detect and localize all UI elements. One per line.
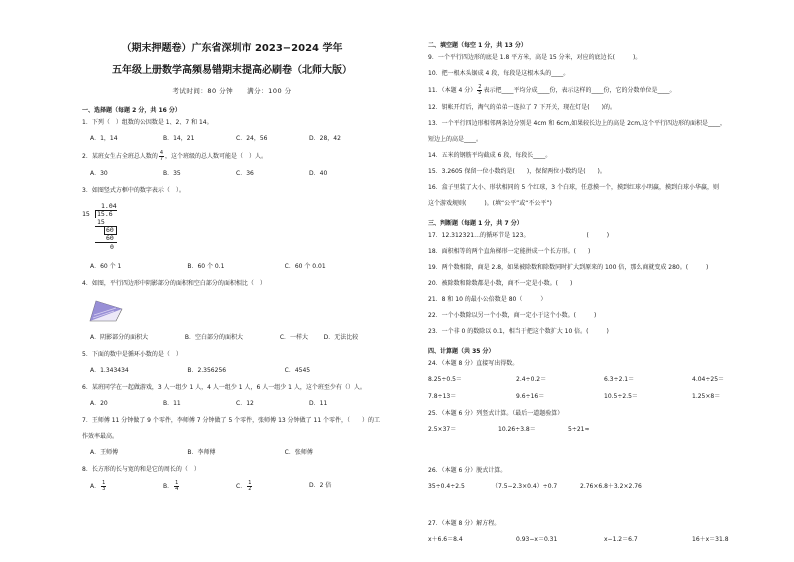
calc-item: 2.76×6.8＋3.2×2.76 xyxy=(580,483,642,490)
fraction-numerator: 1 xyxy=(248,480,252,486)
option: C．12 xyxy=(236,400,254,407)
question-7-continued: 作效率最高。 xyxy=(82,433,119,440)
question-26: 26．（本题 6 分）脱式计算。 xyxy=(428,467,507,474)
question-27: 27．（本题 8 分）解方程。 xyxy=(428,520,501,527)
option: C．一样大 xyxy=(279,334,309,341)
calc-item: 1.25×8＝ xyxy=(692,393,721,400)
option: A．30 xyxy=(90,170,108,177)
fraction-numerator: 4 xyxy=(159,150,164,156)
question-6 xyxy=(82,383,382,392)
option: C．4545 xyxy=(284,367,311,374)
fraction-numerator: 1 xyxy=(175,480,179,486)
question-11-label: 11．（本题 4 分） xyxy=(428,87,477,94)
option-label: A． xyxy=(90,483,101,490)
right-column xyxy=(428,40,780,552)
option: B．14，21 xyxy=(163,135,195,142)
division-step: 15 xyxy=(97,218,105,226)
calc-row xyxy=(428,392,780,401)
calc-item: 7.8÷13＝ xyxy=(428,393,457,400)
left-column xyxy=(82,40,382,500)
fraction-denominator: 7 xyxy=(159,156,164,162)
question-2 xyxy=(82,151,382,162)
question-20: 20．被除数和除数都是小数，商不一定是小数。( ) xyxy=(428,280,573,287)
option: A．1，14 xyxy=(90,135,118,142)
option: D．无法比较 xyxy=(323,334,359,341)
question-12: 12．钥帐开灯后，淘气的弟弟一连拉了 7 下开关，现在灯是( )的。 xyxy=(428,104,616,111)
exam-title-line2: 五年级上册数学高频易错期末提高必刷卷（北师大版） xyxy=(112,65,352,76)
calc-item: 5÷21≈ xyxy=(568,426,590,433)
fraction-numerator: 1 xyxy=(102,480,106,486)
calc-item: （7.5−2.3×0.4）÷0.7 xyxy=(492,483,558,490)
fraction xyxy=(159,151,164,162)
question-21: 21．8 和 10 的最小公倍数是 80（ ） xyxy=(428,296,547,303)
question-19: 19．两个数相除，商是 2.8，如果被除数和除数同时扩大到原来的 100 倍，那么商就变成 280。( ) xyxy=(428,264,709,271)
fraction-denominator: 3 xyxy=(102,486,106,492)
question-6-stem: 6．某班同学在一起做游戏，3 人一组少 1 人，4 人一组少 1 人，6 人一组少 1 人，这个班至少有（ xyxy=(82,384,348,391)
calc-item: 2.5×37＝ xyxy=(428,426,457,433)
option: B．2.356256 xyxy=(187,367,227,374)
question-17: 17．12.312321…的循环节是 123。 ( ) xyxy=(428,232,610,239)
option: B．60 个 0.1 xyxy=(187,263,225,270)
question-2-stem-b: ，这个班级的总人数可能是（ ）人。 xyxy=(165,153,268,160)
option xyxy=(163,481,236,492)
question-2-stem-a: 2．某班女生占全班总人数的 xyxy=(82,153,158,160)
calc-item: x＋6.6＝8.4 xyxy=(428,536,463,543)
calc-item: 35÷0.4÷2.5 xyxy=(428,483,465,490)
option: C．60 个 0.01 xyxy=(284,263,326,270)
option: B．空白部分的面积大 xyxy=(184,334,244,341)
division-dividend: 15.6 xyxy=(97,210,113,218)
division-divisor: 15 xyxy=(82,210,90,218)
section-choice-heading: 一、选择题（每题 2 分，共 16 分） xyxy=(82,107,181,114)
question-4: 4．如图，平行四边形中阴影部分的面积和空白部分的面积相比（ ） xyxy=(82,280,266,287)
question-14: 14．五米的钢筋平均截成 6 段，每段长____。 xyxy=(428,152,552,159)
option: C．36 xyxy=(236,170,254,177)
question-7-options xyxy=(90,448,382,457)
calc-row xyxy=(428,425,780,434)
fraction xyxy=(101,481,106,492)
option: D．2 倍 xyxy=(309,482,332,489)
option: A．60 个 1 xyxy=(90,263,122,270)
option: A．阴影部分的面积大 xyxy=(90,334,149,341)
division-quotient: 1.04 xyxy=(101,202,117,210)
calc-item: 0.93−x＝0.31 xyxy=(516,536,558,543)
option: A．20 xyxy=(90,400,108,407)
question-3: 3．如图竖式方框中的数字表示（ ）。 xyxy=(82,187,185,194)
question-5-options xyxy=(90,366,382,375)
question-13: 13．一个平行四边形相邻两条边分别是 4cm 和 6cm,如果较长边上的高是 2cm,这个平行四边形的面积是____， xyxy=(428,120,726,127)
question-4-options xyxy=(90,333,382,342)
calc-row xyxy=(428,482,780,491)
option: C．张师傅 xyxy=(284,449,313,456)
work-space xyxy=(428,442,780,464)
question-9: 9．一个平行四边形的底是 1.8 平方米，高是 15 分米，对应的底边长( )。 xyxy=(428,54,642,61)
option xyxy=(236,481,309,492)
option: A．1.343434 xyxy=(90,367,129,374)
question-8-options xyxy=(90,481,382,492)
question-5: 5．下面的数中是循环小数的是（ ） xyxy=(82,351,182,358)
option: B．李师傅 xyxy=(187,449,216,456)
question-6-stem-end: ）人。 xyxy=(347,384,366,391)
calc-item: x−1.2＝6.7 xyxy=(604,536,638,543)
fraction xyxy=(247,481,252,492)
section-calc-heading: 四、计算题（共 35 分） xyxy=(428,348,495,355)
calc-item: 9.6÷16＝ xyxy=(516,393,545,400)
option: D．11 xyxy=(309,400,328,407)
calc-row xyxy=(428,535,780,544)
division-bracket xyxy=(95,210,96,218)
option: D．40 xyxy=(309,170,328,177)
exam-title-line1: （期末押题卷）广东省深圳市 2023−2024 学年 xyxy=(121,43,343,54)
question-15: 15．3.2605 保留一位小数约是( )，保留两位小数约是( )。 xyxy=(428,168,606,175)
question-10: 10．把一根木头锯成 4 段，每段是这根木头的____。 xyxy=(428,70,570,77)
shaded-parallelogram-figure xyxy=(88,299,124,323)
question-7: 7．王师傅 11 分钟做了 9 个零件，李师傅 7 分钟做了 5 个零件，张师傅 13 分钟做了 11 个零件，（ ）的工 xyxy=(82,417,381,424)
question-3-options xyxy=(90,262,382,271)
exam-info: 考试时间：80 分钟 满分：100 分 xyxy=(172,87,292,95)
question-16-continued: 这个游戏规则( )。(填“公平”或“不公平”) xyxy=(428,200,552,207)
option: B．11 xyxy=(163,400,181,407)
calc-row xyxy=(428,375,780,384)
division-step: 60 xyxy=(106,234,114,242)
question-11-stem: 表示把____平均分成____份，表示这样的____份，它的分数单位是____。 xyxy=(483,87,676,94)
question-11 xyxy=(428,85,780,96)
question-18: 18．面积相等的两个直角梯形一定能拼成一个长方形。( ) xyxy=(428,248,591,255)
calc-item: 6.3÷2.1＝ xyxy=(604,376,635,383)
option: C．24，56 xyxy=(236,135,268,142)
work-space xyxy=(428,499,780,517)
option: D．28，42 xyxy=(309,135,341,142)
section-judge-heading: 三、判断题（每题 1 分，共 7 分） xyxy=(428,220,523,227)
option: A．王师傅 xyxy=(90,449,119,456)
question-13-continued: 短边上的高是____。 xyxy=(428,136,483,143)
question-23: 23．一个非 0 的数除以 0.1，相当于把这个数扩大 10 倍。( ) xyxy=(428,328,609,335)
option-label: C． xyxy=(236,483,247,490)
calc-item: 16＋x＝31.8 xyxy=(692,536,729,543)
division-remainder: 0 xyxy=(110,243,114,251)
question-6-options xyxy=(90,399,382,408)
option xyxy=(90,481,163,492)
long-division-figure xyxy=(82,202,142,258)
calc-item: 10.5÷2.5＝ xyxy=(604,393,638,400)
question-25: 25．（本题 6 分）列竖式计算。（最后一道题验算） xyxy=(428,410,564,417)
calc-item: 8.25÷0.5＝ xyxy=(428,376,462,383)
calc-item: 4.04÷25＝ xyxy=(692,376,725,383)
question-22: 22．一个小数除以另一个小数，商一定小于这个小数。( ) xyxy=(428,312,597,319)
fraction xyxy=(174,481,179,492)
fraction-numerator: 2 xyxy=(478,84,482,90)
question-2-options xyxy=(90,169,382,178)
fraction-denominator: 4 xyxy=(175,486,179,492)
division-step: 60 xyxy=(106,226,114,234)
section-fill-heading: 二、填空题（每空 1 分，共 13 分） xyxy=(428,42,527,49)
question-1: 1．下列（ ）组数的公因数是 1、2、7 和 14。 xyxy=(82,119,213,126)
calc-item: 10.26÷3.8＝ xyxy=(498,426,536,433)
option-label: B． xyxy=(163,483,174,490)
fraction-denominator: 5 xyxy=(478,90,482,96)
option: B．35 xyxy=(163,170,181,177)
question-1-options xyxy=(90,134,382,143)
question-16: 16．盒子里装了大小、形状相同的 5 个红球，3 个白球，任意摸一个，摸到红球小明赢，摸到白球小华赢，则 xyxy=(428,184,719,191)
question-24: 24．（本题 8 分）直接写出得数。 xyxy=(428,360,519,367)
fraction-denominator: 2 xyxy=(248,486,252,492)
question-8: 8．长方形的长与宽的和是它的周长的（ ） xyxy=(82,466,200,473)
fraction xyxy=(477,85,482,96)
calc-item: 2.4÷0.2＝ xyxy=(516,376,547,383)
